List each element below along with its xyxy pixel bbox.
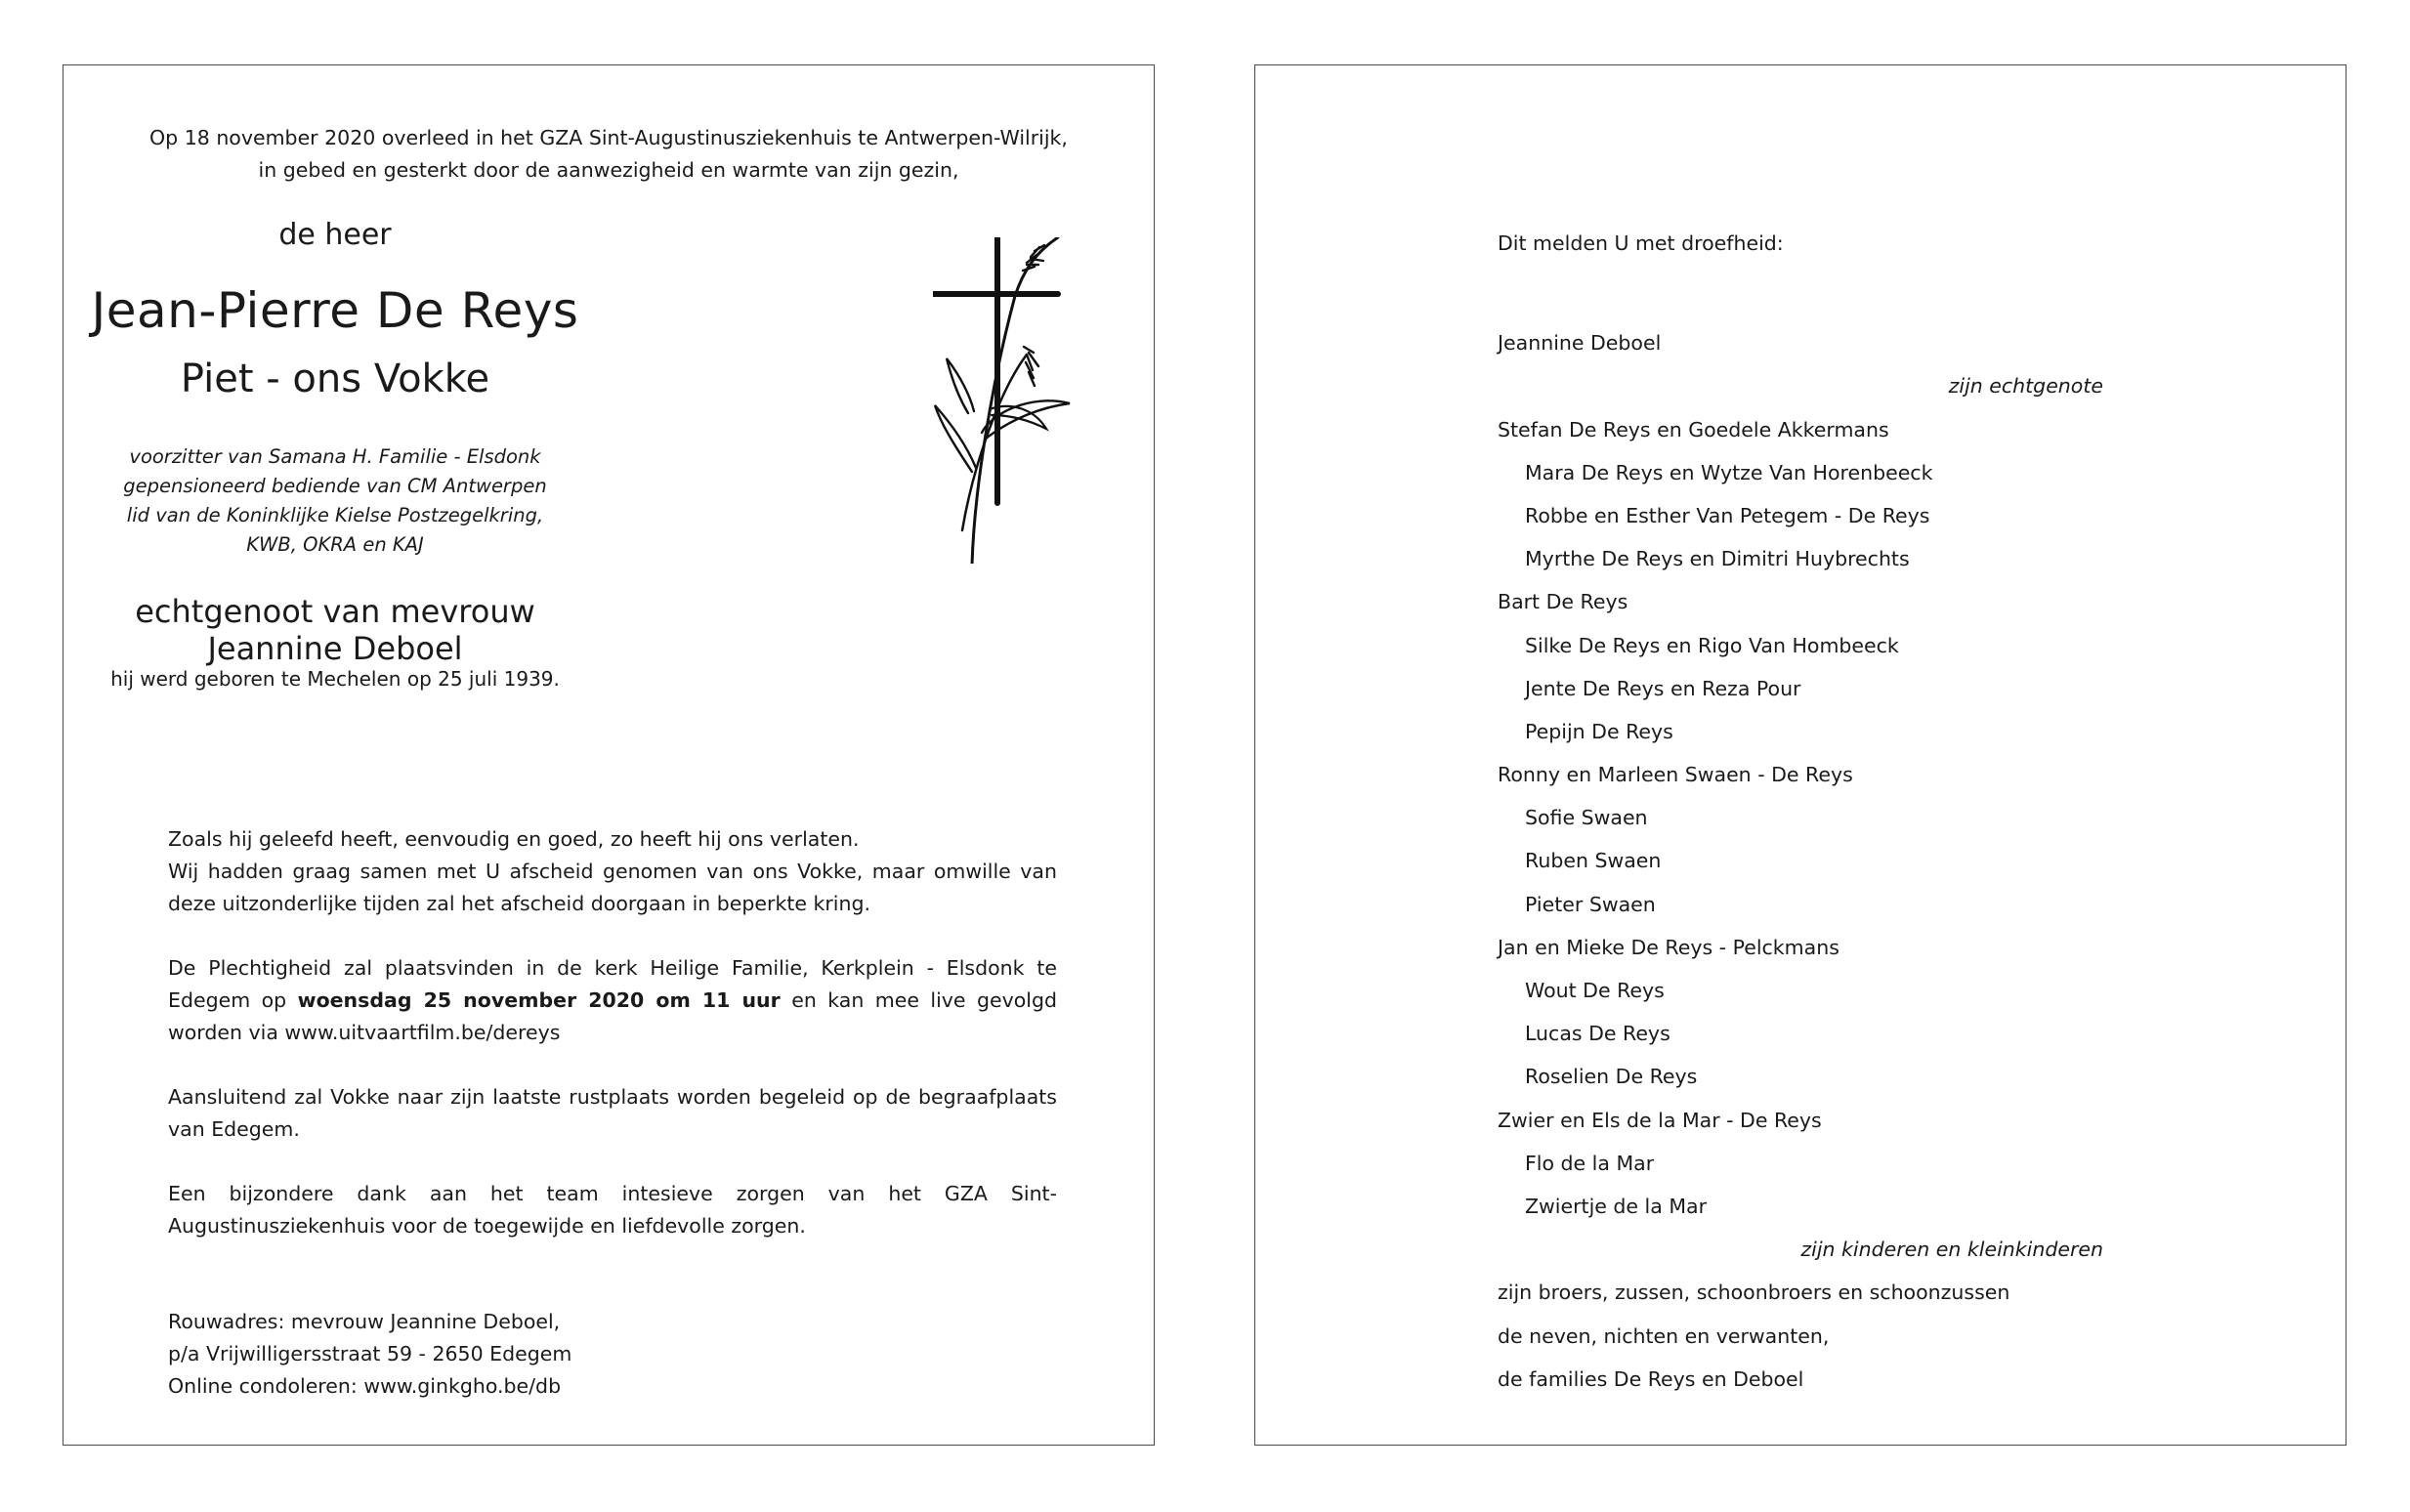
family-member: Myrthe De Reys en Dimitri Huybrechts — [1525, 547, 1910, 571]
family-member: Zwiertje de la Mar — [1525, 1194, 1708, 1218]
intro-line: in gebed en gesterkt door de aanwezigheid en warmte van zijn gezin, — [258, 158, 959, 182]
family-member: de neven, nichten en verwanten, — [1498, 1323, 1830, 1348]
ceremony-lead: De Plechtigheid zal plaatsvinden in de kerk Heilige Familie, Kerkplein - Elsdonk te Edegem op — [168, 956, 1057, 1012]
ceremony-date: woensdag 25 november 2020 om 11 uur — [297, 988, 781, 1012]
announcement-line: Dit melden U met droefheid: — [1498, 231, 1784, 255]
address-line: Online condoleren: www.ginkgho.be/db — [168, 1374, 562, 1398]
role-line: KWB, OKRA en KAJ — [246, 533, 424, 556]
ceremony-paragraph — [168, 952, 1057, 1049]
family-member: de families De Reys en Deboel — [1498, 1366, 1804, 1391]
farewell-paragraph — [168, 823, 1057, 920]
family-member: Robbe en Esther Van Petegem - De Reys — [1525, 503, 1930, 527]
death-announcement-intro — [126, 122, 1091, 187]
family-member: Pepijn De Reys — [1525, 719, 1673, 743]
family-member: Jeannine Deboel — [1498, 331, 1662, 356]
family-relation-label: zijn kinderen en kleinkinderen — [1800, 1238, 2103, 1262]
family-relation-label: zijn echtgenote — [1948, 374, 2103, 399]
burial-paragraph: Aansluitend zal Vokke naar zijn laatste rustplaats worden begeleid op de begraafplaats van Edegem. — [168, 1085, 1057, 1141]
role-line: voorzitter van Samana H. Familie - Elsdonk — [129, 445, 541, 468]
left-card-page — [63, 64, 1155, 1446]
family-member: Sofie Swaen — [1525, 806, 1648, 830]
family-member: Jente De Reys en Reza Pour — [1525, 676, 1801, 700]
thanks-paragraph: Een bijzondere dank aan het team intesieve zorgen van het GZA Sint-Augustinusziekenhuis voor de toegewijde en liefdevolle zorgen. — [168, 1182, 1057, 1238]
family-member: Roselien De Reys — [1525, 1065, 1698, 1089]
family-member: Pieter Swaen — [1525, 892, 1656, 916]
address-line: p/a Vrijwilligersstraat 59 - 2650 Edegem — [168, 1342, 572, 1365]
birth-line: hij werd geboren te Mechelen op 25 juli 1939. — [110, 667, 560, 691]
role-line: lid van de Koninklijke Kielse Postzegelkring, — [126, 504, 544, 526]
family-member: Mara De Reys en Wytze Van Horenbeeck — [1525, 460, 1933, 484]
honorific: de heer — [278, 218, 392, 252]
address-line: Rouwadres: mevrouw Jeannine Deboel, — [168, 1310, 561, 1333]
deceased-roles — [63, 442, 607, 560]
family-member: Wout De Reys — [1525, 979, 1665, 1002]
family-member: Silke De Reys en Rigo Van Hombeeck — [1525, 633, 1899, 657]
ceremony-tail: en kan mee live gevolgd worden via www.uitvaartfilm.be/dereys — [168, 988, 1058, 1044]
family-member: Flo de la Mar — [1525, 1151, 1655, 1175]
deceased-nickname: Piet - ons Vokke — [180, 357, 490, 401]
spouse-line: echtgenoot van mevrouw Jeannine Deboel — [135, 593, 535, 667]
family-member: Ruben Swaen — [1525, 849, 1662, 873]
family-member: Zwier en Els de la Mar - De Reys — [1498, 1108, 1822, 1132]
family-member: zijn broers, zussen, schoonbroers en schoonzussen — [1498, 1281, 2010, 1305]
right-card-page — [1254, 64, 2347, 1446]
family-member: Lucas De Reys — [1525, 1022, 1670, 1046]
farewell-line: Zoals hij geleefd heeft, eenvoudig en goed, zo heeft hij ons verlaten. — [168, 827, 860, 851]
family-member: Ronny en Marleen Swaen - De Reys — [1498, 763, 1853, 787]
family-member: Bart De Reys — [1498, 590, 1628, 614]
family-member: Stefan De Reys en Goedele Akkermans — [1498, 417, 1889, 441]
family-list — [1498, 222, 2103, 1401]
intro-line: Op 18 november 2020 overleed in het GZA Sint-Augustinusziekenhuis te Antwerpen-Wilrijk, — [149, 126, 1068, 149]
mourning-address — [168, 1306, 571, 1403]
family-member: Jan en Mieke De Reys - Pelckmans — [1498, 935, 1839, 959]
cross-with-wheat-icon — [933, 237, 1079, 564]
deceased-name: Jean-Pierre De Reys — [91, 282, 579, 339]
farewell-line: Wij hadden graag samen met U afscheid genomen van ons Vokke, maar omwille van deze uitzonderlijke tijden zal het afscheid doorgaan in beperkte kring. — [168, 860, 1057, 915]
role-line: gepensioneerd bediende van CM Antwerpen — [123, 475, 547, 497]
